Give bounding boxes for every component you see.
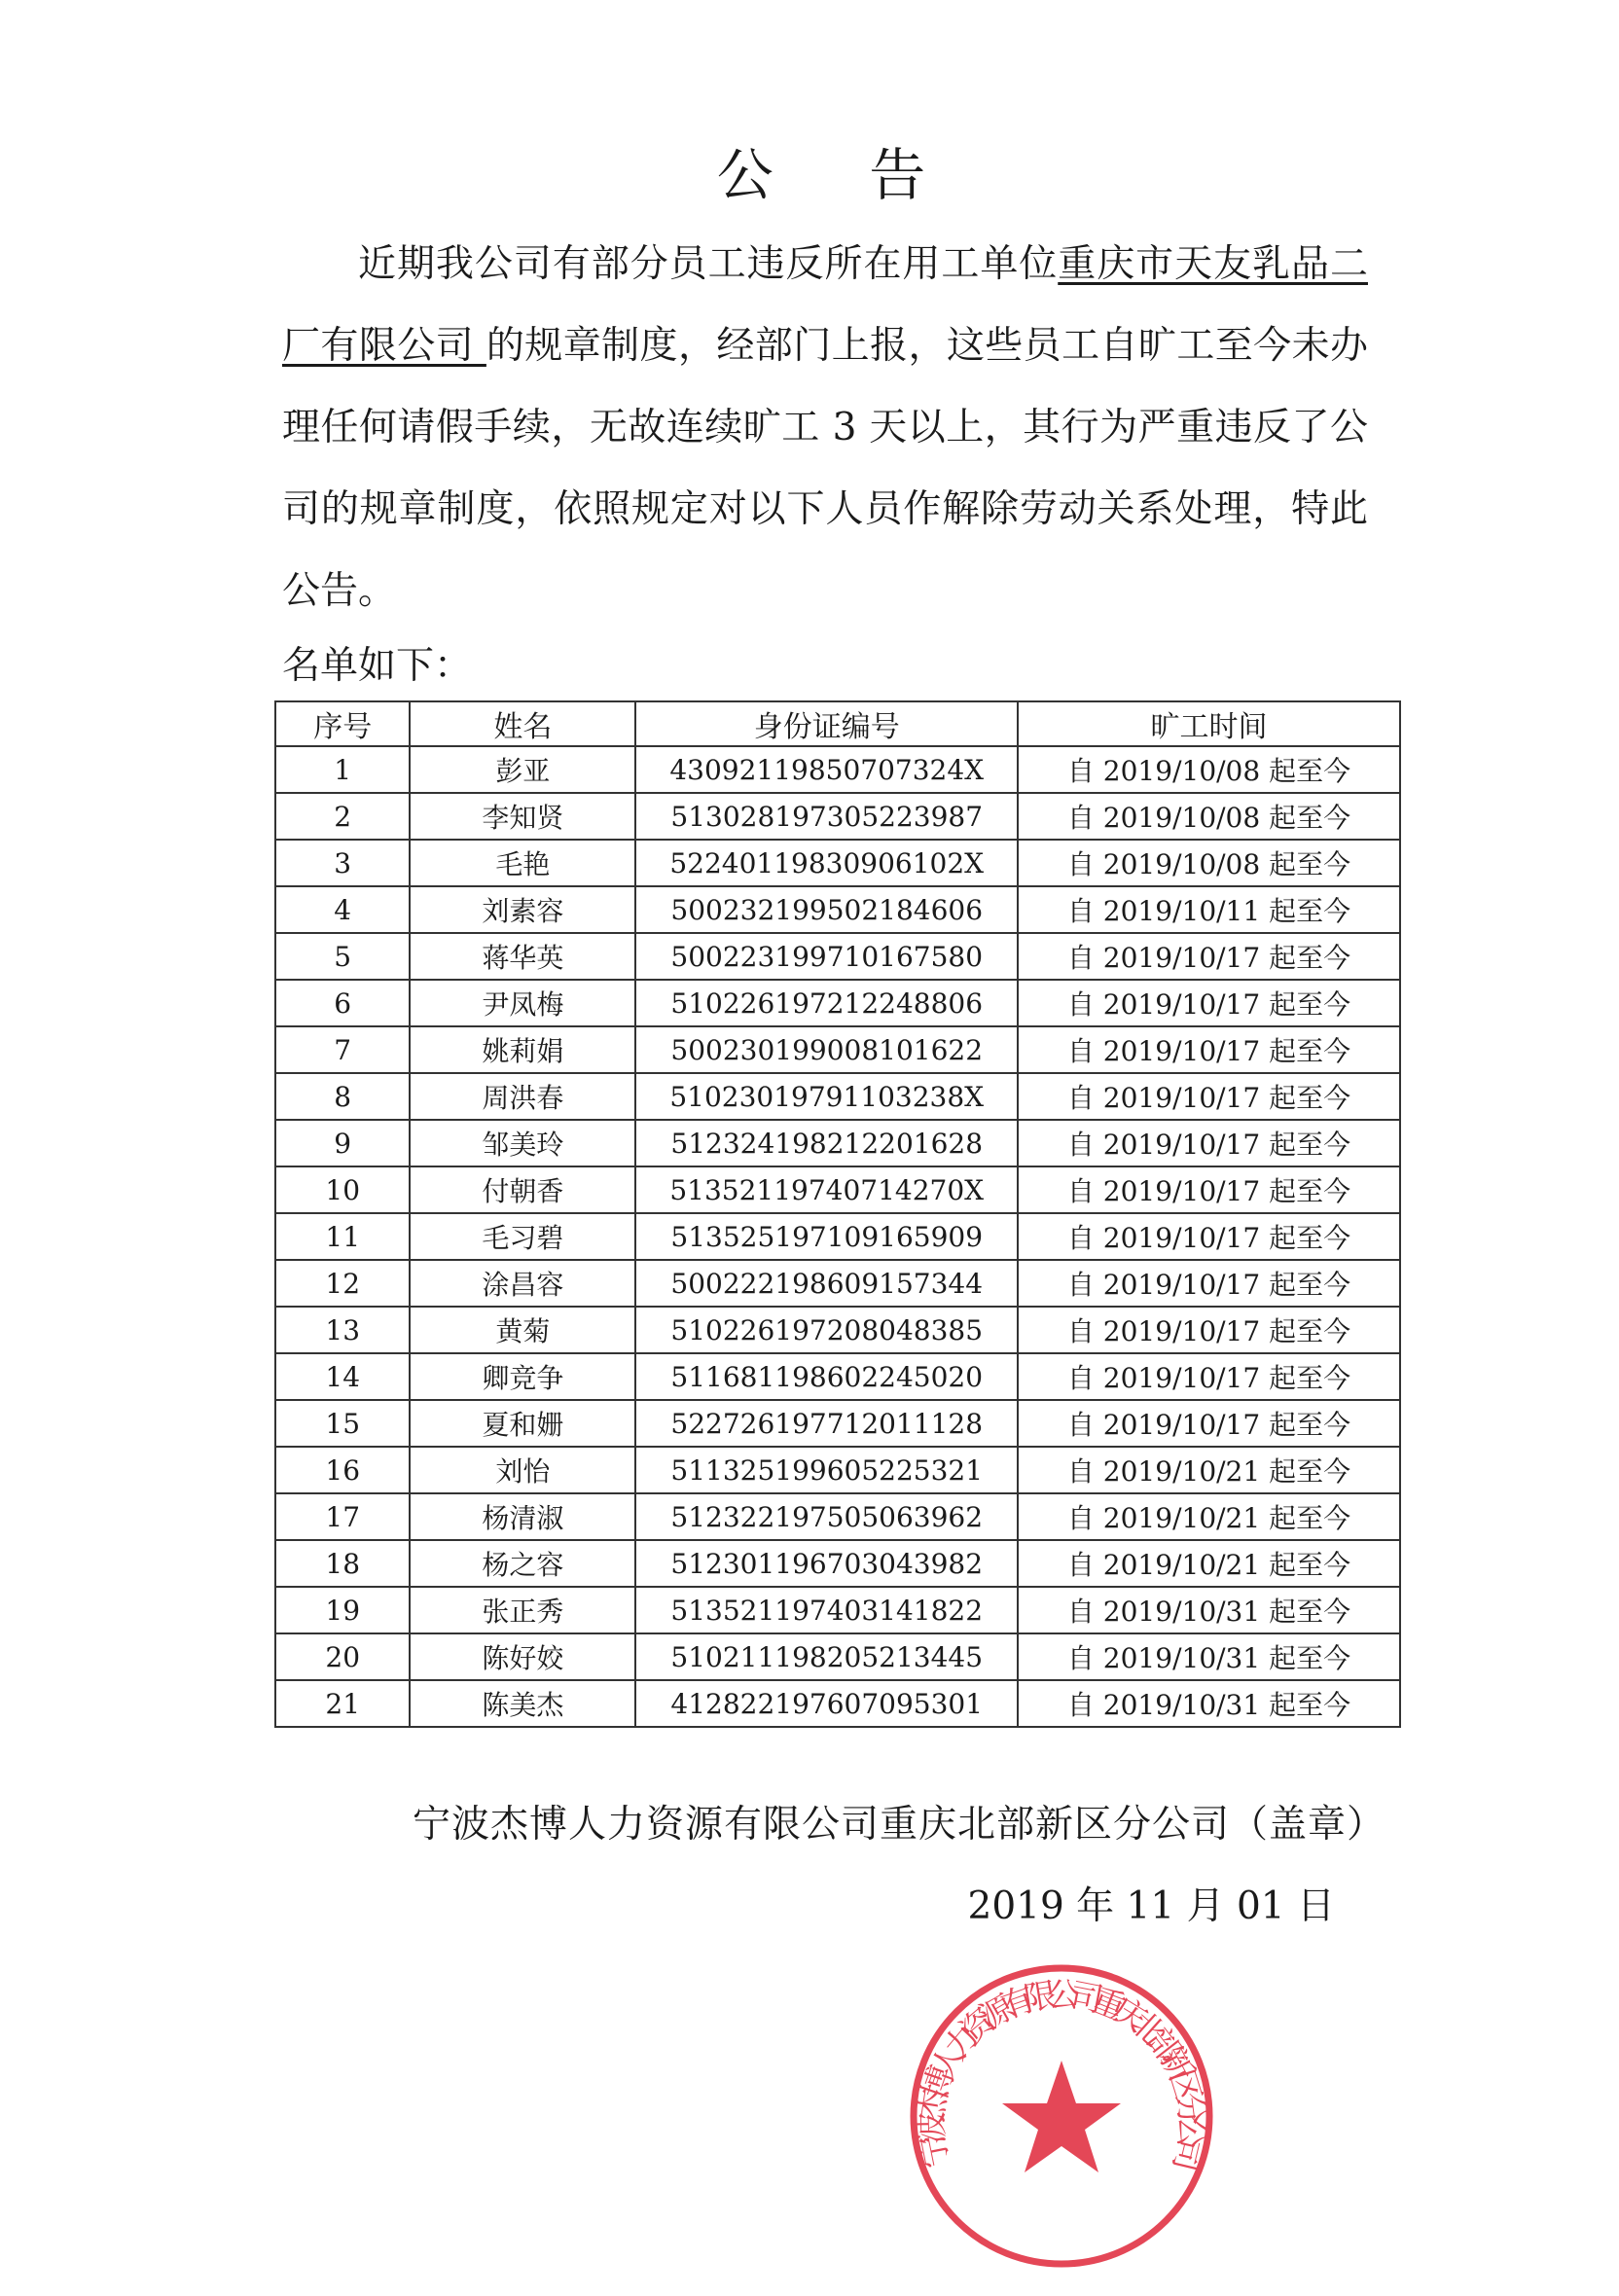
id-number: 510226197212248806 [635, 980, 1018, 1026]
id-number: 500223199710167580 [635, 933, 1018, 980]
employee-table [274, 700, 1401, 1728]
absence-time: 自 2019/10/21 起至今 [1018, 1540, 1400, 1587]
row-index: 7 [275, 1026, 410, 1073]
seal-text: 宁波杰博人力资源有限公司重庆北部新区分公司 [912, 1975, 1211, 2176]
list-label: 名单如下： [282, 644, 473, 688]
employee-name: 付朝香 [410, 1166, 635, 1213]
absence-time: 自 2019/10/31 起至今 [1018, 1680, 1400, 1727]
row-index: 14 [275, 1353, 410, 1400]
table-row [275, 1120, 1400, 1166]
table-row [275, 1633, 1400, 1680]
row-index: 4 [275, 886, 410, 933]
employee-name: 张正秀 [410, 1587, 635, 1633]
employee-name: 李知贤 [410, 793, 635, 840]
absence-time: 自 2019/10/17 起至今 [1018, 1073, 1400, 1120]
id-number: 510211198205213445 [635, 1633, 1018, 1680]
id-number: 500222198609157344 [635, 1260, 1018, 1307]
id-number: 511681198602245020 [635, 1353, 1018, 1400]
absence-time: 自 2019/10/17 起至今 [1018, 1353, 1400, 1400]
header-name: 姓名 [410, 701, 635, 746]
absence-time: 自 2019/10/21 起至今 [1018, 1493, 1400, 1540]
absence-time: 自 2019/10/08 起至今 [1018, 793, 1400, 840]
absence-time: 自 2019/10/31 起至今 [1018, 1587, 1400, 1633]
employee-name: 夏和姗 [410, 1400, 635, 1447]
id-number: 43092119850707324X [635, 746, 1018, 793]
company-seal-stamp [901, 1955, 1222, 2277]
id-number: 513028197305223987 [635, 793, 1018, 840]
absence-time: 自 2019/10/21 起至今 [1018, 1447, 1400, 1493]
row-index: 1 [275, 746, 410, 793]
row-index: 11 [275, 1213, 410, 1260]
absence-time: 自 2019/10/17 起至今 [1018, 1213, 1400, 1260]
id-number: 52240119830906102X [635, 840, 1018, 886]
employee-name: 彭亚 [410, 746, 635, 793]
employee-name: 黄菊 [410, 1307, 635, 1353]
signature-date: 2019 年 11 月 01 日 [967, 1884, 1335, 1928]
absence-time: 自 2019/10/17 起至今 [1018, 1400, 1400, 1447]
employee-name: 邹美玲 [410, 1120, 635, 1166]
absence-time: 自 2019/10/17 起至今 [1018, 980, 1400, 1026]
employee-name: 刘怡 [410, 1447, 635, 1493]
row-index: 5 [275, 933, 410, 980]
table-row [275, 1260, 1400, 1307]
absence-time: 自 2019/10/17 起至今 [1018, 933, 1400, 980]
table-row [275, 1680, 1400, 1727]
absence-time: 自 2019/10/17 起至今 [1018, 1026, 1400, 1073]
id-number: 51023019791103238X [635, 1073, 1018, 1120]
employee-name: 卿竞争 [410, 1353, 635, 1400]
table-row [275, 746, 1400, 793]
row-index: 15 [275, 1400, 410, 1447]
table-header-row [275, 701, 1400, 746]
body-part1: 近期我公司有部分员工违反所在用工单位 [358, 242, 1059, 286]
employee-name: 刘素容 [410, 886, 635, 933]
row-index: 6 [275, 980, 410, 1026]
id-number: 510226197208048385 [635, 1307, 1018, 1353]
row-index: 8 [275, 1073, 410, 1120]
employee-name: 毛艳 [410, 840, 635, 886]
table-row [275, 1493, 1400, 1540]
row-index: 13 [275, 1307, 410, 1353]
table-row [275, 1026, 1400, 1073]
table-row [275, 1307, 1400, 1353]
row-index: 18 [275, 1540, 410, 1587]
table-row [275, 1166, 1400, 1213]
id-number: 512322197505063962 [635, 1493, 1018, 1540]
id-number: 500232199502184606 [635, 886, 1018, 933]
id-number: 412822197607095301 [635, 1680, 1018, 1727]
table-row [275, 886, 1400, 933]
table-row [275, 1213, 1400, 1260]
id-number: 51352119740714270X [635, 1166, 1018, 1213]
employee-name: 涂昌容 [410, 1260, 635, 1307]
row-index: 19 [275, 1587, 410, 1633]
employee-name: 杨之容 [410, 1540, 635, 1587]
employer-name: 重庆市天友乳品二厂有限公司 [282, 242, 1368, 368]
row-index: 17 [275, 1493, 410, 1540]
employee-name: 姚莉娟 [410, 1026, 635, 1073]
id-number: 522726197712011128 [635, 1400, 1018, 1447]
row-index: 10 [275, 1166, 410, 1213]
header-id-number: 身份证编号 [635, 701, 1018, 746]
employee-name: 蒋华英 [410, 933, 635, 980]
table-row [275, 840, 1400, 886]
absence-time: 自 2019/10/08 起至今 [1018, 840, 1400, 886]
row-index: 12 [275, 1260, 410, 1307]
body-part2: 的规章制度，经部门上报，这些员工自旷工至今未办理任何请假手续，无故连续旷工 3 天以上，其行为严重违反了公司的规章制度，依照规定对以下人员作解除劳动关系处理，特此公告。 [282, 324, 1368, 613]
notice-title: 公 告 [716, 142, 965, 208]
row-index: 20 [275, 1633, 410, 1680]
id-number: 513525197109165909 [635, 1213, 1018, 1260]
absence-time: 自 2019/10/17 起至今 [1018, 1307, 1400, 1353]
table-row [275, 1353, 1400, 1400]
table-row [275, 1587, 1400, 1633]
row-index: 9 [275, 1120, 410, 1166]
absence-time: 自 2019/10/17 起至今 [1018, 1260, 1400, 1307]
header-index: 序号 [275, 701, 410, 746]
id-number: 513521197403141822 [635, 1587, 1018, 1633]
table-row [275, 933, 1400, 980]
table-row [275, 793, 1400, 840]
id-number: 512324198212201628 [635, 1120, 1018, 1166]
id-number: 512301196703043982 [635, 1540, 1018, 1587]
absence-time: 自 2019/10/11 起至今 [1018, 886, 1400, 933]
table-row [275, 1540, 1400, 1587]
id-number: 500230199008101622 [635, 1026, 1018, 1073]
employee-name: 陈美杰 [410, 1680, 635, 1727]
row-index: 3 [275, 840, 410, 886]
employee-name: 杨清淑 [410, 1493, 635, 1540]
employee-name: 陈好姣 [410, 1633, 635, 1680]
absence-time: 自 2019/10/17 起至今 [1018, 1166, 1400, 1213]
row-index: 21 [275, 1680, 410, 1727]
absence-time: 自 2019/10/08 起至今 [1018, 746, 1400, 793]
notice-body [282, 224, 1368, 632]
header-absence-time: 旷工时间 [1018, 701, 1400, 746]
table-row [275, 1447, 1400, 1493]
employee-name: 周洪春 [410, 1073, 635, 1120]
absence-time: 自 2019/10/17 起至今 [1018, 1120, 1400, 1166]
id-number: 511325199605225321 [635, 1447, 1018, 1493]
absence-time: 自 2019/10/31 起至今 [1018, 1633, 1400, 1680]
table-row [275, 1400, 1400, 1447]
employee-name: 尹凤梅 [410, 980, 635, 1026]
company-signature: 宁波杰博人力资源有限公司重庆北部新区分公司（盖章） [413, 1803, 1386, 1847]
row-index: 2 [275, 793, 410, 840]
employee-name: 毛习碧 [410, 1213, 635, 1260]
table-row [275, 980, 1400, 1026]
star-icon [1002, 2061, 1121, 2172]
row-index: 16 [275, 1447, 410, 1493]
table-row [275, 1073, 1400, 1120]
